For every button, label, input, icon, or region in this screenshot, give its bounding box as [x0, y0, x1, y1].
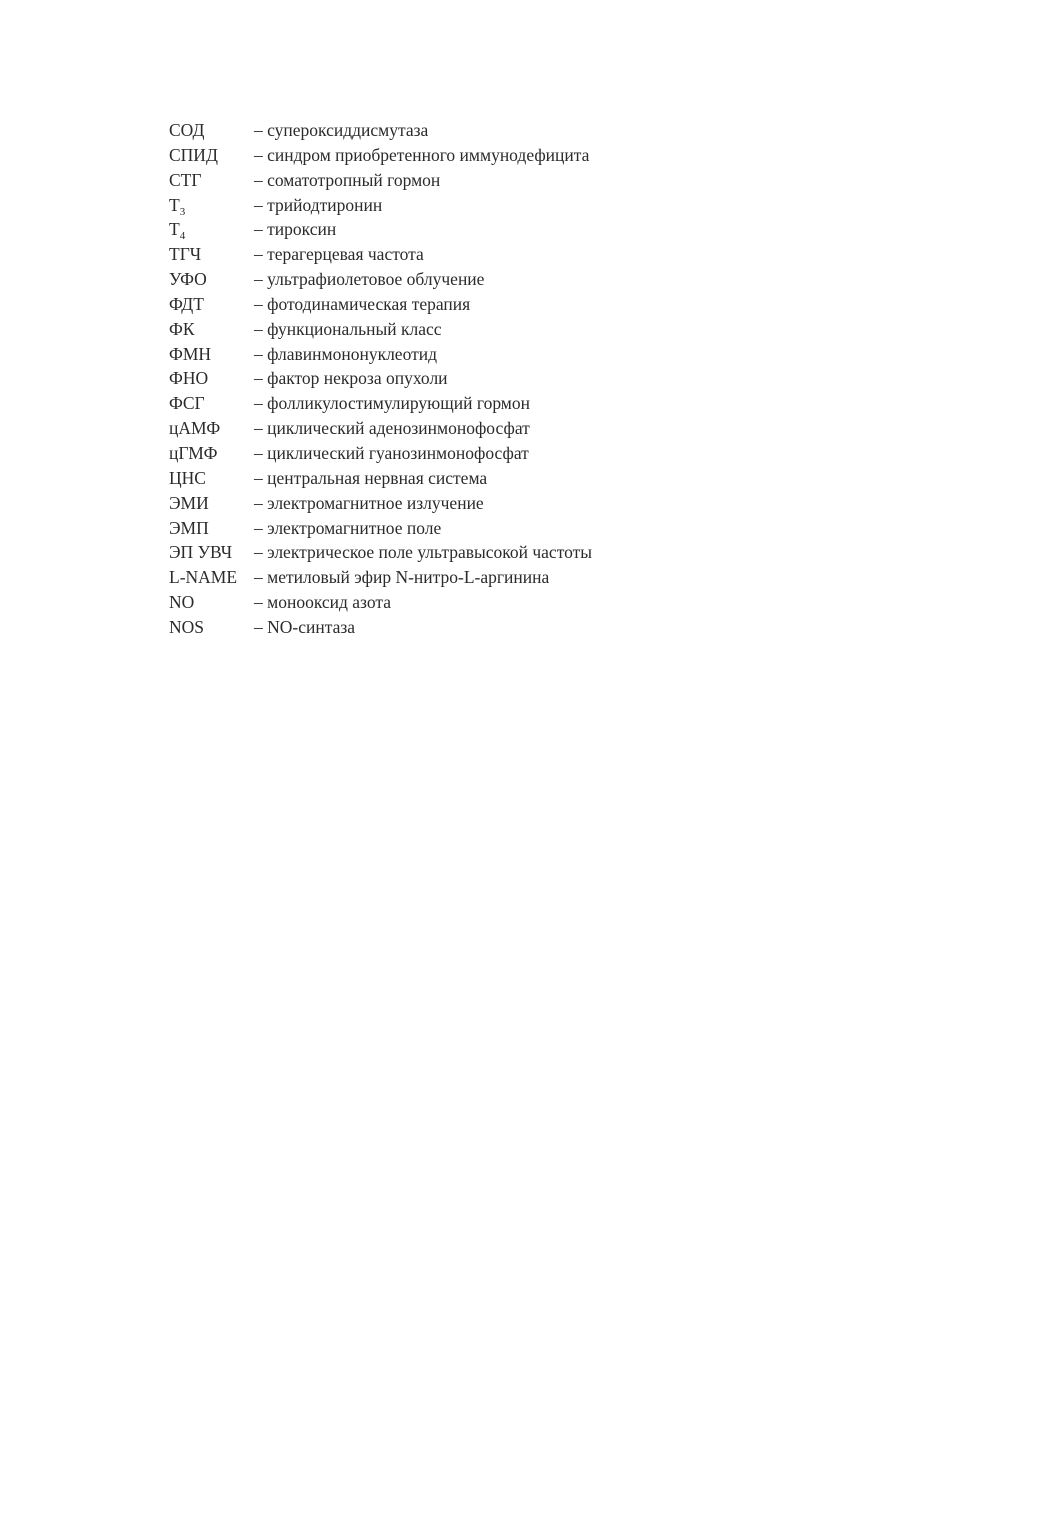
abbreviation-term: ЭП УВЧ — [169, 542, 233, 563]
abbreviation-term: УФО — [169, 269, 207, 290]
abbreviation-row — [169, 217, 869, 242]
abbreviation-term: цАМФ — [169, 418, 221, 439]
abbreviation-term: СТГ — [169, 169, 202, 190]
abbreviation-row — [169, 193, 869, 218]
abbreviation-definition: – тироксин — [254, 219, 337, 240]
abbreviation-row — [169, 491, 869, 516]
abbreviation-term: ЦНС — [169, 467, 206, 488]
abbreviation-term: $Т_3$ — [169, 194, 186, 218]
abbreviation-definition: – ультрафиолетовое облучение — [254, 269, 485, 290]
abbreviation-row — [169, 292, 869, 317]
abbreviation-row — [169, 168, 869, 193]
abbreviation-definition: – метиловый эфир N-нитро-L-аргинина — [254, 567, 550, 588]
abbreviation-row — [169, 441, 869, 466]
abbreviation-term: ФК — [169, 318, 195, 339]
abbreviation-term: СОД — [169, 120, 205, 140]
abbreviation-row — [169, 242, 869, 267]
abbreviation-definition: – электромагнитное поле — [254, 517, 442, 538]
abbreviation-definition: – функциональный класс — [254, 318, 442, 339]
abbreviation-definition: – фотодинамическая терапия — [254, 293, 471, 314]
abbreviation-term: СПИД — [169, 144, 218, 165]
abbreviation-row — [169, 366, 869, 391]
abbreviation-term: ФНО — [169, 368, 209, 389]
abbreviation-row — [169, 317, 869, 342]
abbreviation-row — [169, 516, 869, 541]
abbreviation-term: ТГЧ — [169, 244, 202, 265]
abbreviation-term: ФСГ — [169, 393, 205, 414]
abbreviation-definition: – фактор некроза опухоли — [254, 368, 448, 389]
abbreviation-definition: – циклический аденозинмонофосфат — [254, 418, 530, 439]
abbreviation-term: $Т_4$ — [169, 219, 186, 243]
abbreviation-definition: – электрическое поле ультравысокой частоты — [254, 542, 593, 563]
abbreviation-term: цГМФ — [169, 442, 218, 463]
abbreviation-term: L-NAME — [169, 567, 238, 588]
abbreviation-row — [169, 416, 869, 441]
abbreviation-definition: – фолликулостимулирующий гормон — [254, 393, 530, 414]
abbreviation-subscript: 4 — [179, 230, 186, 243]
abbreviation-row — [169, 615, 869, 640]
abbreviation-row — [169, 118, 869, 143]
abbreviation-definition: – флавинмононуклеотид — [254, 343, 438, 364]
abbreviation-term: NOS — [169, 616, 205, 637]
abbreviation-definition: – монооксид азота — [254, 592, 392, 613]
abbreviation-term: ЭМП — [169, 517, 209, 538]
abbreviation-row — [169, 565, 869, 590]
abbreviation-definition: – супероксиддисмутаза — [254, 120, 429, 140]
abbreviation-row — [169, 391, 869, 416]
abbreviation-definition: – циклический гуанозинмонофосфат — [254, 442, 529, 463]
abbreviation-term: ЭМИ — [169, 492, 209, 513]
abbreviation-definition: – центральная нервная система — [254, 467, 488, 488]
abbreviation-term: NO — [169, 592, 195, 613]
abbreviation-definition: – синдром приобретенного иммунодефицита — [254, 144, 590, 165]
abbreviation-subscript: 3 — [179, 205, 186, 218]
abbreviation-term: ФДТ — [169, 293, 204, 314]
abbreviation-definition: – соматотропный гормон — [254, 169, 441, 190]
abbreviation-row — [169, 143, 869, 168]
abbreviation-list — [169, 118, 869, 640]
abbreviation-row — [169, 342, 869, 367]
abbreviation-definition: – трийодтиронин — [254, 194, 383, 215]
abbreviation-term: ФМН — [169, 343, 212, 364]
abbreviation-row — [169, 590, 869, 615]
abbreviation-row — [169, 466, 869, 491]
abbreviation-definition: – NO-синтаза — [254, 616, 356, 637]
abbreviation-row — [169, 267, 869, 292]
abbreviation-definition: – терагерцевая частота — [254, 244, 424, 265]
abbreviation-row — [169, 540, 869, 565]
abbreviation-definition: – электромагнитное излучение — [254, 492, 484, 513]
